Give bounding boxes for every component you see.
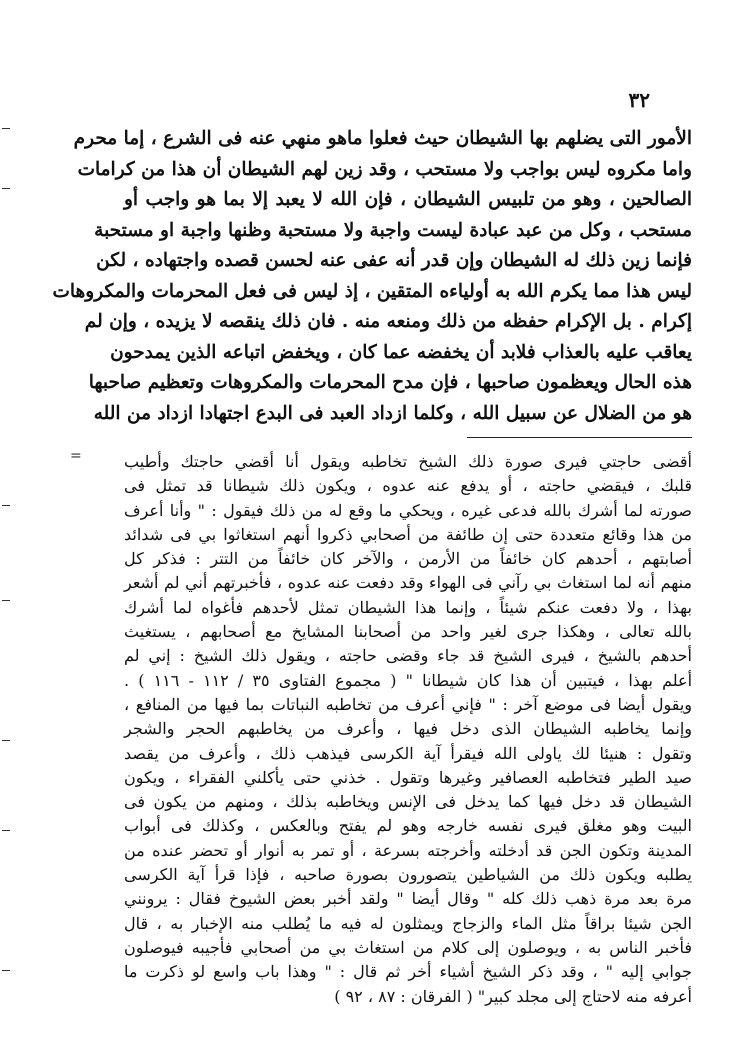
footnote-line: صورته لما أشرك بالله فدعى غيره ، ويحكي ما وقع له من ذلك فيقول : " وأنا أعرف	[124, 500, 692, 520]
footnote-line: قلبك ، فيقضي حاجته ، أو يدفع عنه عدوه ، ويكون ذلك شيطانا قد تمثل فى	[124, 476, 692, 496]
body-line: ليس هذا مما يكرم الله به أولياءه المتقين ، إذ ليس فى فعل المحرمات والمكروهات	[52, 280, 692, 302]
footnote-line: البيت وهو مغلق فيرى نفسه خارجه وهو لم يفتح وبالعكس ، وكذلك فى أبواب	[124, 816, 692, 836]
main-body-text	[52, 124, 692, 429]
footnote-separator	[467, 437, 692, 438]
footnote-line: أعلم بهذا ، فيتبين أن هذا كان شيطانا " ( مجموع الفتاوى ٣٥ / ١١٢ - ١١٦ ) .	[124, 670, 693, 690]
body-line: الأمور التى يضلهم بها الشيطان حيث فعلوا ماهو منهي عنه فى الشرع ، إما محرم	[73, 128, 692, 149]
margin-scan-mark	[2, 830, 10, 831]
body-line: الصالحين ، وهو من تلبيس الشيطان ، فإن الله لا يعبد إلا بما هو واجب أو	[124, 189, 692, 210]
body-line: مستحب ، وكل من عبد عبادة ليست واجبة ولا مستحبة وظنها واجبة او مستحبة	[94, 219, 692, 241]
footnote-line: من هذا وقائع متعددة حتى إن طائفة من أصحابي ذكروا أنهم استغاثوا بي فى شدائد	[124, 524, 692, 544]
body-line: واما مكروه ليس بواجب ولا مستحب ، وقد زين لهم الشيطان أن هذا من كرامات	[77, 158, 692, 180]
footnote-line: الجن شيئا براقاً مثل الماء والزجاج ويمثلون له فيه ما يُطلب منه الإخبار به ، قال	[124, 913, 692, 933]
footnote-line: مرة بعد مرة ذهب ذلك كله " وقال أيضا " ولقد أخبر بعض الشيوخ فقال : يرونني	[124, 889, 692, 909]
margin-scan-mark	[2, 128, 10, 129]
footnote-line: فأخبر الناس به ، ويوصلون إلى كلام من استغاث بي من أصحابي فأجيبه فيوصلون	[124, 937, 692, 957]
footnote-line: أعرفه منه لاحتاج إلى مجلد كبير" ( الفرقان : ٨٧ ، ٩٢ )	[334, 986, 692, 1006]
footnote-line: يطلبه ويكون ذلك من الشياطين يتصورون بصورة صاحبه ، فإذا قرأ آية الكرسى	[124, 865, 692, 885]
footnote-line: جوابي إليه " ، وقد ذكر الشيخ أشياء أخر ثم قال : " وهذا باب واسع لو ذكرت ما	[124, 962, 692, 982]
body-line: هذه الحال ويعظمون صاحبها ، فإن مدح المحرمات والمكروهات وتعظيم صاحبها	[88, 372, 692, 393]
footnote-line: المدينة وتكون الجن قد أدخلته وأخرجته بسرعة ، أو تمر به أنوار أو تحضر عنده من	[124, 840, 692, 860]
margin-scan-mark	[2, 188, 10, 189]
footnote-continuation-marker: =	[70, 448, 82, 464]
footnote-line: الشيطان قد دخل فيها كما يدخل فى الإنس ويخاطبه بذلك ، ومنهم من يكون فى	[124, 792, 692, 812]
footnote-line: أقضى حاجتي فيرى صورة ذلك الشيخ تخاطبه ويقول أنا أقضي حاجتك وأطيب	[124, 452, 693, 471]
footnote-line: ويقول أيضا فى موضع آخر : " فإني أعرف من تخاطبه النباتات بما فيها من المنافع ،	[124, 694, 692, 714]
margin-scan-mark	[2, 740, 10, 741]
body-line: إكرام . بل الإكرام حفظه من ذلك ومنعه منه . فان ذلك ينقصه لا يزيده ، وإن لم	[84, 311, 692, 332]
footnote-text	[124, 450, 692, 1009]
footnote-line: صيد الطير فتخاطبه العصافير وغيرها وتقول . خذني حتى يأكلني الفقراء ، ويكون	[124, 767, 692, 787]
margin-scan-mark	[2, 505, 10, 506]
margin-scan-mark	[2, 970, 10, 971]
body-line: هو من الضلال عن سبيل الله ، وكلما ازداد العبد فى البدع اجتهادا ازداد من الله	[93, 402, 692, 424]
body-line: فإنما زين ذلك له الشيطان وإن قدر أنه عفى عنه لحسن قصده واجتهاده ، لكن	[96, 250, 692, 271]
footnote-line: وإنما يخاطبه الشيطان الذى دخل فيها ، وأعرف من يخاطبهم الحجر والشجر	[124, 719, 692, 739]
footnote-line: بهذا ، ولا دفعت عنكم شيئاً ، وإنما هذا الشيطان تمثل لأحدهم فأغواه لما أشرك	[124, 597, 692, 617]
footnote-line: أصابتهم ، أحدهم كان خائفاً من الأرمن ، والآخر كان خائفاً من التتر : فذكر كل	[124, 549, 692, 569]
footnote-line: منهم أنه لما استغاث بي رآني فى الهواء وقد دفعت عنه عدوه ، فأخبرتهم أني لم أشعر	[124, 573, 692, 593]
footnote-line: أحدهم بالشيخ ، فيرى الشيخ قد جاء وقضى حاجته ، ويقول ذلك الشيخ : إني لم	[124, 646, 692, 666]
margin-scan-mark	[2, 600, 10, 601]
page-number: ٣٢	[628, 88, 650, 112]
body-line: يعاقب عليه بالعذاب فلابد أن يخفضه عما كان ، ويخفض اتباعه الذين يمدحون	[110, 341, 692, 363]
footnote-line: بالله تعالى ، وهكذا جرى لغير واحد من أصحابنا المشايخ مع أصحابهم ، يستغيث	[124, 622, 692, 642]
footnote-line: وتقول : هنيئا لك ياولى الله فيقرأ آية الكرسى فيذهب ذلك ، وأعرف من يقصد	[124, 743, 692, 763]
